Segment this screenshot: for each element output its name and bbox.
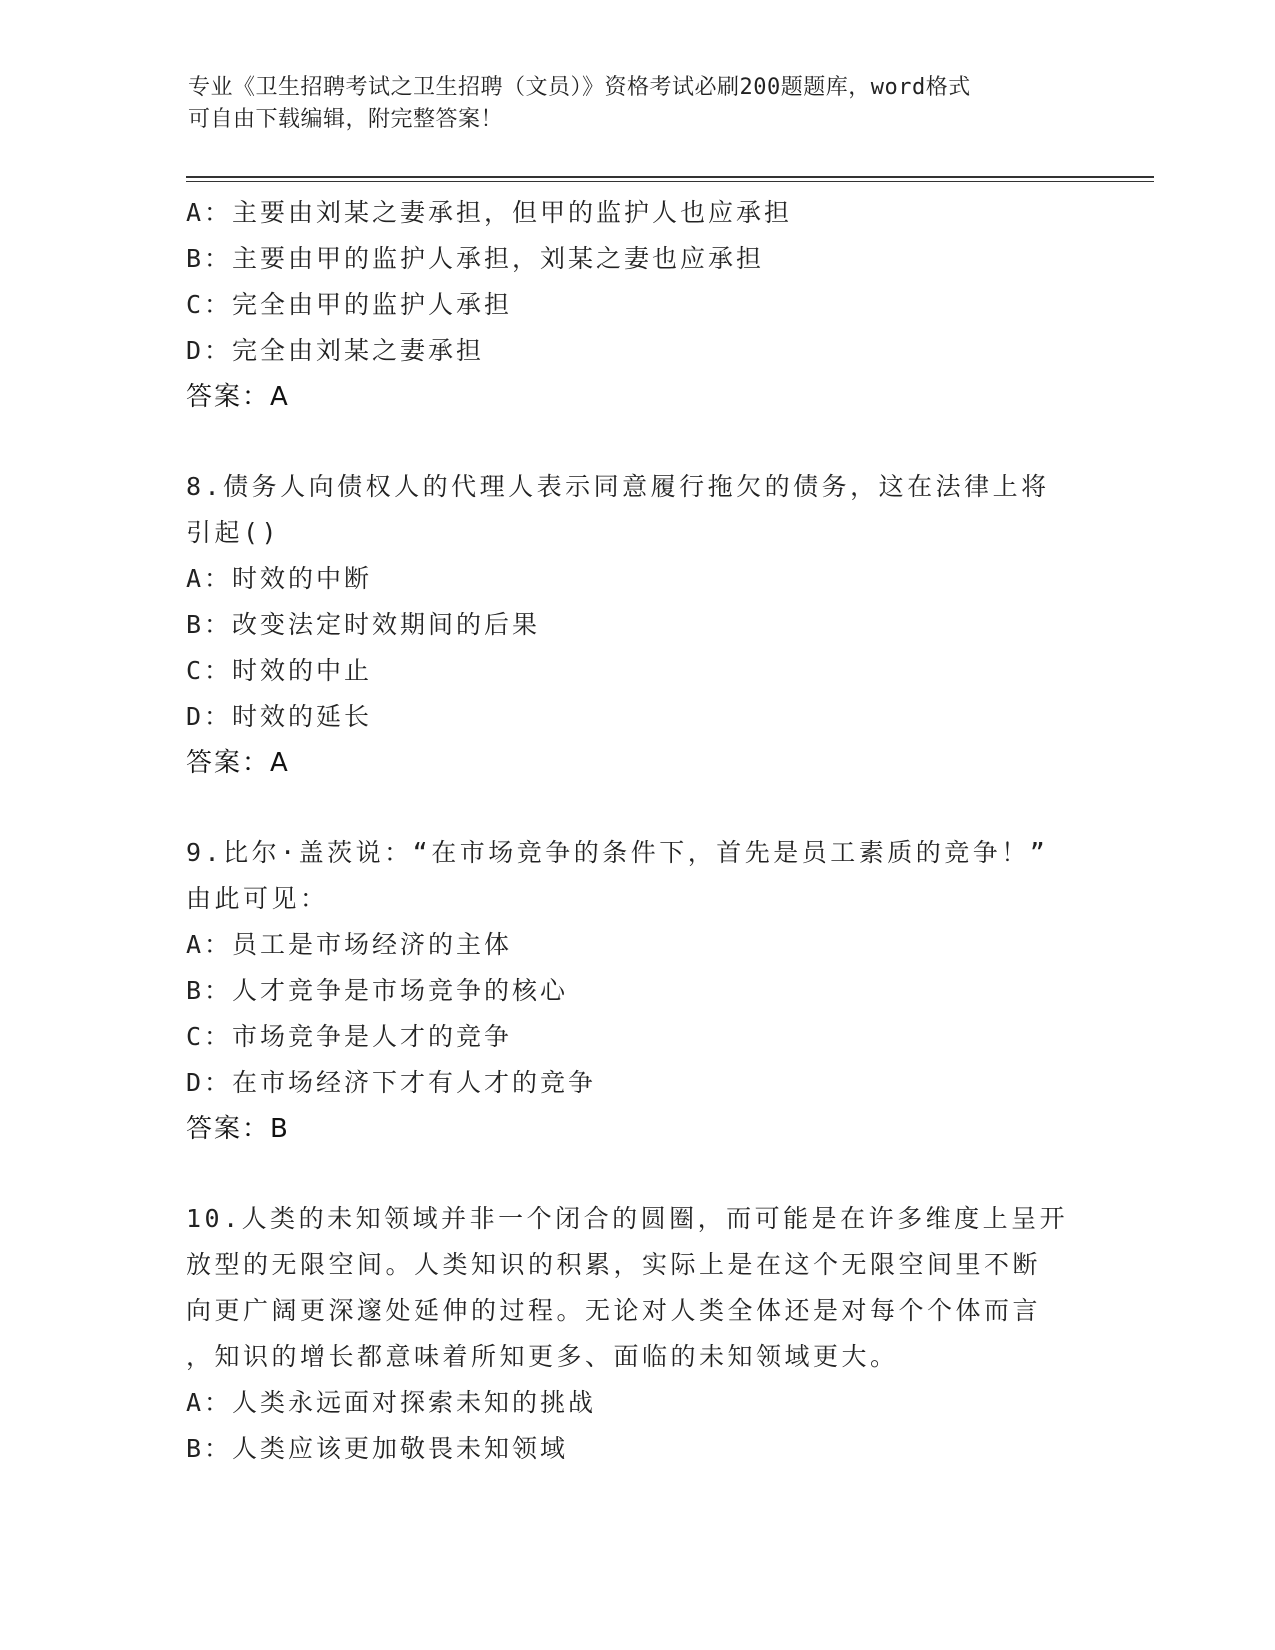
option-c: C：时效的中止 xyxy=(186,656,373,685)
header-line-2: 可自由下载编辑，附完整答案！ xyxy=(188,107,504,132)
option-a: A：员工是市场经济的主体 xyxy=(186,930,513,959)
question-9 xyxy=(186,830,1086,1152)
question-text-line: 由此可见： xyxy=(186,884,329,913)
option-b: B：改变法定时效期间的后果 xyxy=(186,610,541,639)
option-b: B：人才竞争是市场竞争的核心 xyxy=(186,976,569,1005)
option-d: D：在市场经济下才有人才的竞争 xyxy=(186,1068,597,1097)
question-text xyxy=(186,830,1086,922)
header-line-1: 专业《卫生招聘考试之卫生招聘（文员）》资格考试必刷200题题库，word格式 xyxy=(188,75,971,100)
question-10 xyxy=(186,1196,1086,1472)
option-d: D：完全由刘某之妻承担 xyxy=(186,336,485,365)
question-text-line: 8.债务人向债权人的代理人表示同意履行拖欠的债务，这在法律上将 xyxy=(186,472,1050,501)
question-text-line: 向更广阔更深邃处延伸的过程。无论对人类全体还是对每个个体而言 xyxy=(186,1296,1042,1325)
option-b: B：主要由甲的监护人承担，刘某之妻也应承担 xyxy=(186,244,765,273)
page-header xyxy=(188,72,1088,136)
option-d: D：时效的延长 xyxy=(186,702,373,731)
question-text xyxy=(186,1196,1086,1380)
question-text-line: 引起() xyxy=(186,518,281,547)
question-8 xyxy=(186,464,1086,786)
option-c: C：完全由甲的监护人承担 xyxy=(186,290,513,319)
question-list xyxy=(186,190,1086,1472)
question-text-line: ，知识的增长都意味着所知更多、面临的未知领域更大。 xyxy=(186,1342,899,1371)
option-c: C：市场竞争是人才的竞争 xyxy=(186,1022,513,1051)
question-text-line: 放型的无限空间。人类知识的积累，实际上是在这个无限空间里不断 xyxy=(186,1250,1042,1279)
question-7 xyxy=(186,190,1086,420)
answer: 答案：A xyxy=(186,748,290,778)
question-text xyxy=(186,464,1086,556)
answer: 答案：A xyxy=(186,382,290,412)
question-text-line: 10.人类的未知领域并非一个闭合的圆圈，而可能是在许多维度上呈开 xyxy=(186,1204,1069,1233)
option-a: A：人类永远面对探索未知的挑战 xyxy=(186,1388,597,1417)
option-a: A：时效的中断 xyxy=(186,564,373,593)
option-a: A：主要由刘某之妻承担，但甲的监护人也应承担 xyxy=(186,198,793,227)
question-text-line: 9.比尔·盖茨说：“在市场竞争的条件下，首先是员工素质的竞争！” xyxy=(186,838,1049,867)
header-rule xyxy=(186,176,1154,182)
answer: 答案：B xyxy=(186,1114,290,1144)
option-b: B：人类应该更加敬畏未知领域 xyxy=(186,1434,569,1463)
